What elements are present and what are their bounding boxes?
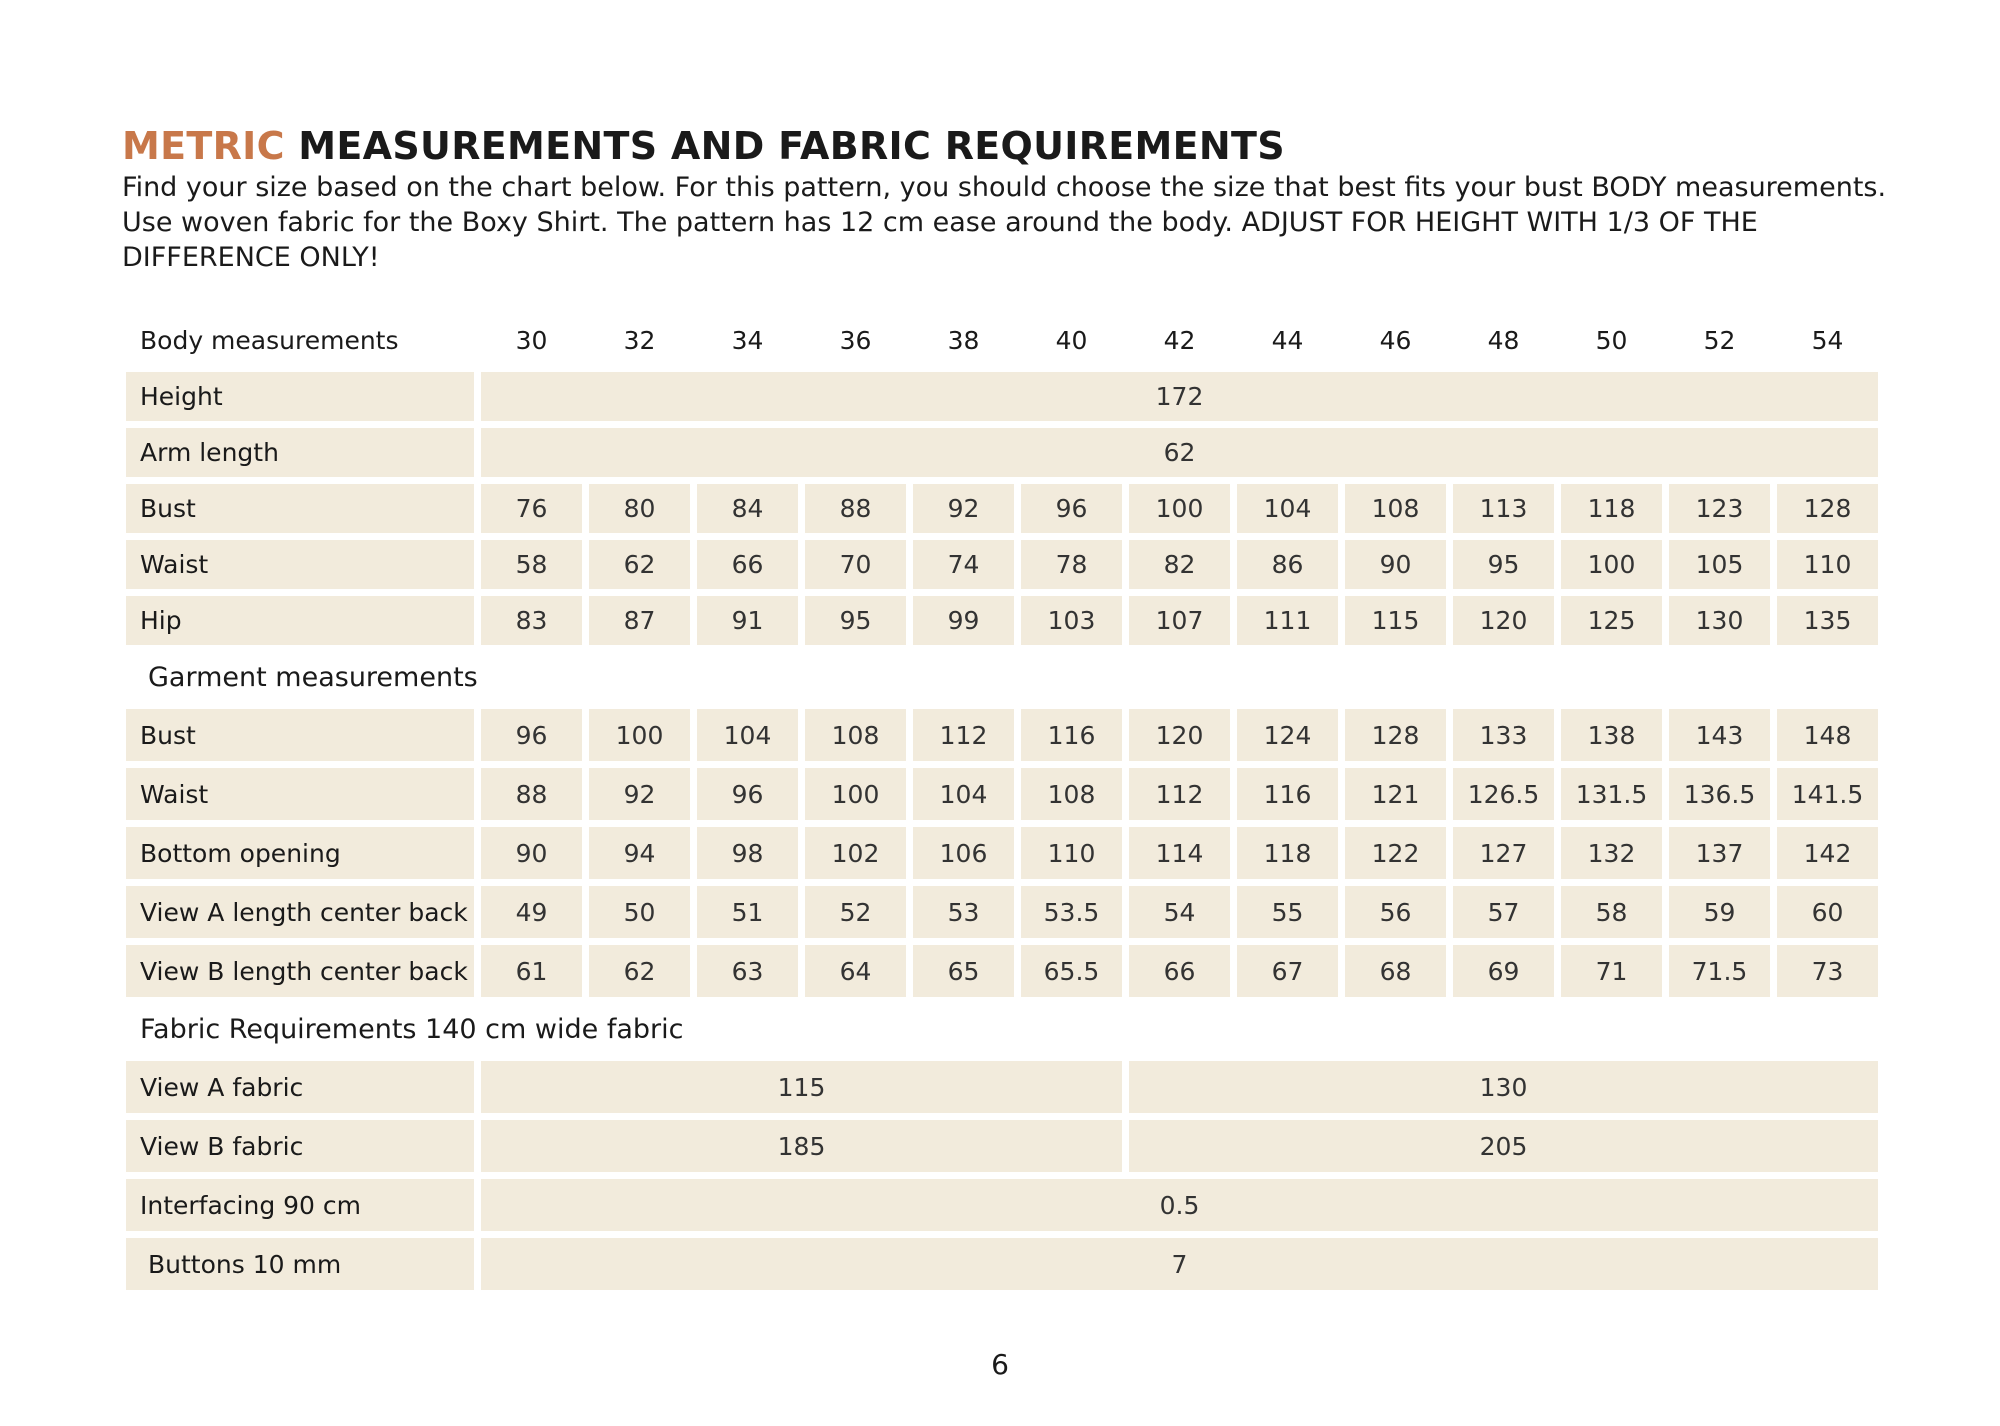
table-cell: 103 — [1021, 596, 1122, 645]
table-cell: 88 — [481, 768, 582, 820]
table-cell: 118 — [1561, 484, 1662, 533]
table-cell: 111 — [1237, 596, 1338, 645]
table-cell: 113 — [1453, 484, 1554, 533]
table-cell: 118 — [1237, 827, 1338, 879]
size-label: 34 — [731, 326, 764, 355]
table-cell: 0.5 — [481, 1179, 1878, 1231]
table-cell: 130 — [1669, 596, 1770, 645]
table-row-garment-waist — [126, 768, 1878, 820]
body-measurements-heading: Body measurements — [140, 326, 399, 355]
table-row-interfacing — [126, 1179, 1878, 1231]
table-cell: 120 — [1453, 596, 1554, 645]
size-label: 38 — [947, 326, 980, 355]
table-cell: 100 — [589, 709, 690, 761]
table-cell: 66 — [1129, 945, 1230, 997]
table-cell: 69 — [1453, 945, 1554, 997]
table-cell: 70 — [805, 540, 906, 589]
table-row-body-hip — [126, 596, 1878, 645]
table-cell: 110 — [1777, 540, 1878, 589]
row-label: Hip — [126, 596, 474, 645]
table-cell: 107 — [1129, 596, 1230, 645]
fabric-requirements-heading: Fabric Requirements 140 cm wide fabric — [140, 1013, 684, 1045]
table-cell: 83 — [481, 596, 582, 645]
table-row-arm-length — [126, 428, 1878, 477]
table-cell: 121 — [1345, 768, 1446, 820]
table-row-buttons — [126, 1238, 1878, 1290]
table-cell: 95 — [1453, 540, 1554, 589]
table-cell: 98 — [697, 827, 798, 879]
table-cell: 58 — [1561, 886, 1662, 938]
table-cell: 53 — [913, 886, 1014, 938]
intro-paragraph: Find your size based on the chart below. For this pattern, you should choose the size that best fits your bust BODY measurements. Use woven fabric for the Boxy Shirt. The pattern has 12 cm ease around the body. ADJUST FOR HEIGHT WITH 1/3 OF THE DIFFERENCE ONLY! — [122, 172, 1887, 273]
table-cell: 105 — [1669, 540, 1770, 589]
table-cell: 64 — [805, 945, 906, 997]
table-cell: 62 — [481, 428, 1878, 477]
size-header-row — [126, 316, 1878, 365]
table-cell: 143 — [1669, 709, 1770, 761]
table-cell: 205 — [1129, 1120, 1878, 1172]
table-cell: 123 — [1669, 484, 1770, 533]
size-label: 54 — [1811, 326, 1844, 355]
row-label: Buttons 10 mm — [126, 1238, 474, 1290]
table-cell: 112 — [913, 709, 1014, 761]
row-label: Height — [126, 372, 474, 421]
table-cell: 62 — [589, 540, 690, 589]
table-row-view-a-length — [126, 886, 1878, 938]
table-cell: 116 — [1237, 768, 1338, 820]
table-cell: 95 — [805, 596, 906, 645]
table-cell: 86 — [1237, 540, 1338, 589]
row-label: Bust — [126, 484, 474, 533]
garment-section-row — [126, 652, 1878, 702]
table-cell: 115 — [1345, 596, 1446, 645]
table-cell: 128 — [1345, 709, 1446, 761]
table-cell: 55 — [1237, 886, 1338, 938]
table-cell: 112 — [1129, 768, 1230, 820]
table-cell: 108 — [805, 709, 906, 761]
table-cell: 172 — [481, 372, 1878, 421]
table-cell: 96 — [481, 709, 582, 761]
table-cell: 54 — [1129, 886, 1230, 938]
row-label: Bust — [126, 709, 474, 761]
size-label: 40 — [1055, 326, 1088, 355]
table-cell: 96 — [1021, 484, 1122, 533]
size-label: 50 — [1595, 326, 1628, 355]
table-cell: 116 — [1021, 709, 1122, 761]
table-cell: 56 — [1345, 886, 1446, 938]
table-cell: 148 — [1777, 709, 1878, 761]
table-cell: 92 — [913, 484, 1014, 533]
table-cell: 104 — [697, 709, 798, 761]
table-cell: 59 — [1669, 886, 1770, 938]
size-label: 48 — [1487, 326, 1520, 355]
table-cell: 66 — [697, 540, 798, 589]
table-cell: 138 — [1561, 709, 1662, 761]
table-cell: 71.5 — [1669, 945, 1770, 997]
row-label: Arm length — [126, 428, 474, 477]
title-rest: MEASUREMENTS AND FABRIC REQUIREMENTS — [284, 124, 1285, 168]
table-row-body-bust — [126, 484, 1878, 533]
table-cell: 51 — [697, 886, 798, 938]
table-cell: 71 — [1561, 945, 1662, 997]
row-label: Interfacing 90 cm — [126, 1179, 474, 1231]
table-cell: 62 — [589, 945, 690, 997]
fabric-section-row — [126, 1004, 1878, 1054]
table-cell: 108 — [1021, 768, 1122, 820]
table-cell: 49 — [481, 886, 582, 938]
table-cell: 114 — [1129, 827, 1230, 879]
table-cell: 88 — [805, 484, 906, 533]
table-cell: 80 — [589, 484, 690, 533]
table-cell: 136.5 — [1669, 768, 1770, 820]
table-cell: 96 — [697, 768, 798, 820]
size-chart-table — [119, 309, 1885, 1297]
table-cell: 104 — [1237, 484, 1338, 533]
row-label: Waist — [126, 768, 474, 820]
table-cell: 67 — [1237, 945, 1338, 997]
page-number: 6 — [991, 1348, 1009, 1381]
table-cell: 90 — [1345, 540, 1446, 589]
table-cell: 102 — [805, 827, 906, 879]
table-cell: 133 — [1453, 709, 1554, 761]
table-cell: 125 — [1561, 596, 1662, 645]
table-cell: 58 — [481, 540, 582, 589]
size-label: 36 — [839, 326, 872, 355]
table-cell: 7 — [481, 1238, 1878, 1290]
table-cell: 131.5 — [1561, 768, 1662, 820]
table-cell: 132 — [1561, 827, 1662, 879]
table-cell: 128 — [1777, 484, 1878, 533]
table-cell: 104 — [913, 768, 1014, 820]
table-cell: 110 — [1021, 827, 1122, 879]
table-cell: 61 — [481, 945, 582, 997]
table-cell: 100 — [1561, 540, 1662, 589]
size-label: 44 — [1271, 326, 1304, 355]
table-cell: 52 — [805, 886, 906, 938]
table-cell: 63 — [697, 945, 798, 997]
table-cell: 94 — [589, 827, 690, 879]
size-label: 52 — [1703, 326, 1736, 355]
table-cell: 90 — [481, 827, 582, 879]
row-label: View A fabric — [126, 1061, 474, 1113]
row-label: View B length center back — [126, 945, 474, 997]
table-cell: 57 — [1453, 886, 1554, 938]
table-row-view-b-fabric — [126, 1120, 1878, 1172]
table-row-body-waist — [126, 540, 1878, 589]
table-cell: 122 — [1345, 827, 1446, 879]
row-label: View A length center back — [126, 886, 474, 938]
table-cell: 74 — [913, 540, 1014, 589]
table-cell: 100 — [805, 768, 906, 820]
table-cell: 82 — [1129, 540, 1230, 589]
table-cell: 91 — [697, 596, 798, 645]
table-cell: 120 — [1129, 709, 1230, 761]
table-cell: 78 — [1021, 540, 1122, 589]
title-accent: METRIC — [122, 124, 285, 168]
size-label: 30 — [515, 326, 548, 355]
row-label: Bottom opening — [126, 827, 474, 879]
table-cell: 100 — [1129, 484, 1230, 533]
table-row-garment-bust — [126, 709, 1878, 761]
table-cell: 126.5 — [1453, 768, 1554, 820]
table-cell: 92 — [589, 768, 690, 820]
table-cell: 65 — [913, 945, 1014, 997]
row-label: View B fabric — [126, 1120, 474, 1172]
table-cell: 84 — [697, 484, 798, 533]
table-row-height — [126, 372, 1878, 421]
table-cell: 76 — [481, 484, 582, 533]
table-cell: 130 — [1129, 1061, 1878, 1113]
size-label: 32 — [623, 326, 656, 355]
table-cell: 50 — [589, 886, 690, 938]
table-cell: 135 — [1777, 596, 1878, 645]
table-cell: 137 — [1669, 827, 1770, 879]
page-title — [122, 124, 1285, 168]
table-cell: 124 — [1237, 709, 1338, 761]
table-cell: 185 — [481, 1120, 1122, 1172]
table-cell: 141.5 — [1777, 768, 1878, 820]
size-label: 46 — [1379, 326, 1412, 355]
table-cell: 127 — [1453, 827, 1554, 879]
table-cell: 60 — [1777, 886, 1878, 938]
row-label: Waist — [126, 540, 474, 589]
table-cell: 87 — [589, 596, 690, 645]
table-cell: 65.5 — [1021, 945, 1122, 997]
table-row-view-a-fabric — [126, 1061, 1878, 1113]
table-cell: 68 — [1345, 945, 1446, 997]
table-cell: 108 — [1345, 484, 1446, 533]
table-cell: 115 — [481, 1061, 1122, 1113]
table-cell: 53.5 — [1021, 886, 1122, 938]
table-cell: 73 — [1777, 945, 1878, 997]
table-row-bottom-opening — [126, 827, 1878, 879]
table-row-view-b-length — [126, 945, 1878, 997]
garment-measurements-heading: Garment measurements — [148, 661, 478, 693]
table-cell: 142 — [1777, 827, 1878, 879]
table-cell: 106 — [913, 827, 1014, 879]
size-label: 42 — [1163, 326, 1196, 355]
table-cell: 99 — [913, 596, 1014, 645]
